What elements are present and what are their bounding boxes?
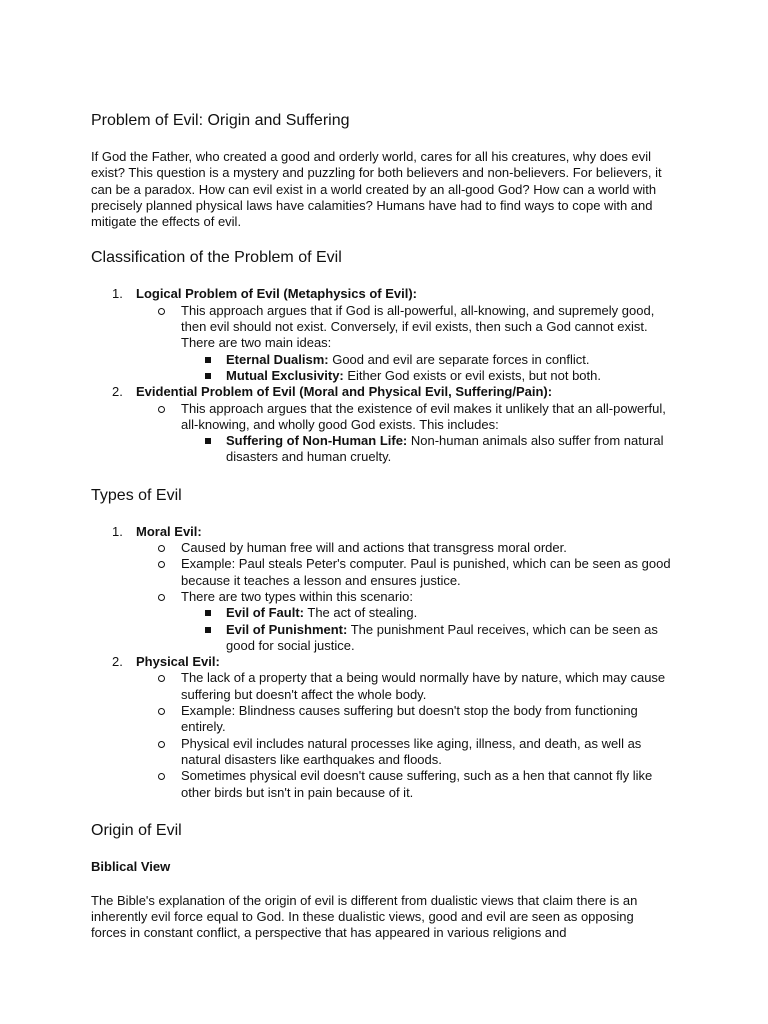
bullet-list [136, 303, 672, 384]
list-item-text: This approach argues that the existence of evil makes it unlikely that an all-powerful, all-knowing, and wholly good God exists. This includes: [181, 400, 666, 432]
list-item [91, 384, 672, 465]
list-item [91, 654, 672, 801]
list-item [136, 589, 672, 654]
list-item [181, 352, 672, 368]
list-number: 2. [112, 384, 123, 400]
list-item-text: Sometimes physical evil doesn't cause suffering, such as a hen that cannot fly like other birds but isn't in pain because of it. [181, 768, 653, 800]
classification-section [91, 248, 672, 465]
list-item-text: Example: Blindness causes suffering but doesn't stop the body from functioning entirely. [181, 703, 638, 735]
list-item-text: Example: Paul steals Peter's computer. Paul is punished, which can be seen as good because it teaches a lesson and ensures justice. [181, 556, 671, 588]
list-item-label: Moral Evil: [136, 523, 202, 539]
list-item [91, 286, 672, 384]
square-bullet-icon [205, 627, 211, 633]
term: Eternal Dualism: [226, 351, 329, 367]
circle-bullet-icon [158, 561, 165, 568]
sub-bullet-list [181, 605, 672, 654]
term-description: The punishment Paul receives, which can be seen as good for social justice. [226, 621, 658, 653]
origin-paragraph: The Bible's explanation of the origin of evil is different from dualistic views that claim there is an inherently evil force equal to God. In these dualistic views, good and evil are seen as opposing forces in constant conflict, a perspective that has appeared in various religions and [91, 892, 638, 941]
circle-bullet-icon [158, 675, 165, 682]
list-number: 2. [112, 654, 123, 670]
square-bullet-icon [205, 438, 211, 444]
list-item-text: There are two types within this scenario: [181, 588, 413, 604]
term: Suffering of Non-Human Life: [226, 433, 408, 449]
classification-list [91, 286, 672, 465]
origin-section [91, 821, 672, 942]
list-item [91, 524, 672, 654]
term: Evil of Fault: [226, 605, 304, 621]
circle-bullet-icon [158, 594, 165, 601]
list-item-text: Physical evil includes natural processes like aging, illness, and death, as well as natural disasters like earthquakes and floods. [181, 735, 642, 767]
list-item [181, 605, 672, 621]
list-item [136, 736, 672, 769]
circle-bullet-icon [158, 308, 165, 315]
list-item [136, 768, 672, 801]
circle-bullet-icon [158, 773, 165, 780]
biblical-view-subheading: Biblical View [91, 858, 171, 874]
list-item [136, 670, 672, 703]
square-bullet-icon [205, 357, 211, 363]
list-item [181, 622, 672, 655]
term: Mutual Exclusivity: [226, 367, 344, 383]
square-bullet-icon [205, 610, 211, 616]
list-number: 1. [112, 523, 123, 539]
bullet-list [136, 401, 672, 466]
list-item [136, 703, 672, 736]
bullet-list [136, 670, 672, 800]
classification-heading: Classification of the Problem of Evil [91, 249, 342, 267]
list-item-text: The lack of a property that a being would normally have by nature, which may cause suffering but doesn't affect the whole body. [181, 670, 666, 702]
list-item-text: Caused by human free will and actions that transgress moral order. [181, 540, 567, 556]
list-item-label: Logical Problem of Evil (Metaphysics of Evil): [136, 286, 417, 302]
term-description: The act of stealing. [304, 605, 418, 621]
sub-bullet-list [181, 352, 672, 385]
list-item [136, 303, 672, 384]
term-description: Good and evil are separate forces in conflict. [328, 351, 590, 367]
circle-bullet-icon [158, 708, 165, 715]
square-bullet-icon [205, 373, 211, 379]
sub-bullet-list [181, 433, 672, 466]
bullet-list [136, 540, 672, 654]
list-item [181, 433, 672, 466]
list-item-text: This approach argues that if God is all-powerful, all-knowing, and supremely good, then evil should not exist. Conversely, if evil exists, then such a God cannot exist. There are two main ideas: [181, 302, 655, 351]
term: Evil of Punishment: [226, 621, 348, 637]
intro-paragraph: If God the Father, who created a good and orderly world, cares for all his creatures, why does evil exist? This question is a mystery and puzzling for both believers and non-believers. For believers, it can be a paradox. How can evil exist in a world created by an all-good God? How can a world with precisely planned physical laws have calamities? Humans have had to find ways to cope with and mitigate the effects of evil. [91, 149, 662, 230]
types-list [91, 524, 672, 801]
term-description: Either God exists or evil exists, but not both. [343, 367, 601, 383]
types-heading: Types of Evil [91, 486, 182, 504]
origin-heading: Origin of Evil [91, 821, 182, 839]
list-item-label: Evidential Problem of Evil (Moral and Physical Evil, Suffering/Pain): [136, 384, 553, 400]
list-item [136, 556, 672, 589]
list-item [136, 401, 672, 466]
list-number: 1. [112, 286, 123, 302]
document-title: Problem of Evil: Origin and Suffering [91, 112, 350, 129]
circle-bullet-icon [158, 741, 165, 748]
types-section [91, 486, 672, 801]
circle-bullet-icon [158, 545, 165, 552]
list-item [136, 540, 672, 556]
circle-bullet-icon [158, 406, 165, 413]
term-description: Non-human animals also suffer from natural disasters and human cruelty. [226, 433, 664, 465]
list-item [181, 368, 672, 384]
list-item-label: Physical Evil: [136, 654, 220, 670]
